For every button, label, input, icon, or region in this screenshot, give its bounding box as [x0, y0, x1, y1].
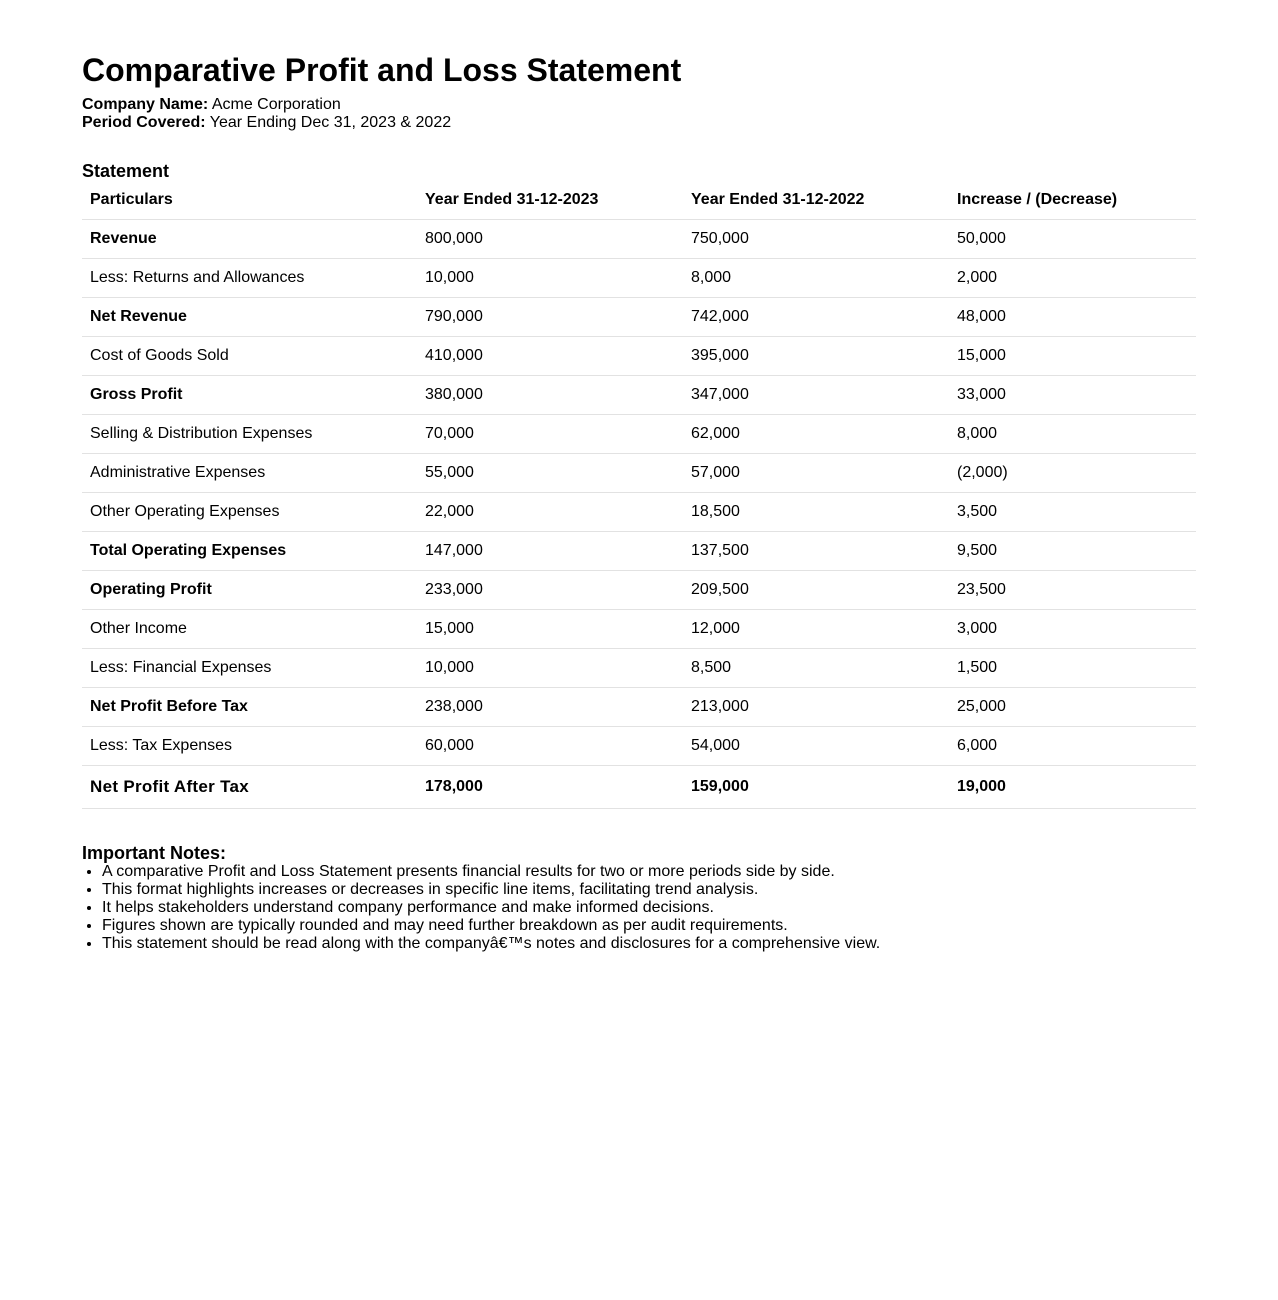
- table-row: [82, 220, 1196, 259]
- row-value-2023: 147,000: [417, 532, 683, 571]
- row-change: 15,000: [949, 337, 1196, 376]
- note-item: • A comparative Profit and Loss Statement presents financial results for two or more periods side by side.: [102, 863, 1196, 881]
- row-label: Selling & Distribution Expenses: [82, 415, 417, 454]
- row-value-2023: 22,000: [417, 493, 683, 532]
- statement-heading: Statement: [82, 161, 170, 181]
- company-line: [82, 96, 451, 114]
- column-header-2022: Year Ended 31-12-2022: [683, 181, 949, 220]
- row-label: Less: Returns and Allowances: [82, 259, 417, 298]
- column-header-2023: Year Ended 31-12-2023: [417, 181, 683, 220]
- row-label: Other Operating Expenses: [82, 493, 417, 532]
- row-label: Net Profit Before Tax: [82, 688, 417, 727]
- statement-meta: [82, 96, 451, 132]
- table-row: [82, 688, 1196, 727]
- row-value-2023: 233,000: [417, 571, 683, 610]
- row-value-2022: 750,000: [683, 220, 949, 259]
- note-item: • Figures shown are typically rounded and may need further breakdown as per audit requirements.: [102, 917, 1196, 935]
- row-change: 23,500: [949, 571, 1196, 610]
- table-row: [82, 610, 1196, 649]
- row-value-2022: 395,000: [683, 337, 949, 376]
- row-label: Net Profit After Tax: [82, 766, 417, 809]
- row-label: Gross Profit: [82, 376, 417, 415]
- row-change: 9,500: [949, 532, 1196, 571]
- row-value-2022: 742,000: [683, 298, 949, 337]
- row-label: Cost of Goods Sold: [82, 337, 417, 376]
- row-value-2023: 178,000: [417, 766, 683, 809]
- period-label: Period Covered:: [82, 114, 206, 131]
- row-change: 25,000: [949, 688, 1196, 727]
- row-value-2022: 57,000: [683, 454, 949, 493]
- row-value-2022: 62,000: [683, 415, 949, 454]
- notes-heading: Important Notes:: [82, 843, 226, 863]
- row-value-2023: 60,000: [417, 727, 683, 766]
- row-value-2022: 209,500: [683, 571, 949, 610]
- column-header-change: Increase / (Decrease): [949, 181, 1196, 220]
- row-value-2023: 10,000: [417, 649, 683, 688]
- table-row: [82, 532, 1196, 571]
- row-value-2022: 213,000: [683, 688, 949, 727]
- row-value-2023: 70,000: [417, 415, 683, 454]
- note-item: • It helps stakeholders understand company performance and make informed decisions.: [102, 899, 1196, 917]
- row-value-2022: 137,500: [683, 532, 949, 571]
- table-row: [82, 571, 1196, 610]
- row-change: 48,000: [949, 298, 1196, 337]
- table-row: [82, 766, 1196, 809]
- table-row: [82, 298, 1196, 337]
- table-header-row: [82, 181, 1196, 220]
- table-row: [82, 415, 1196, 454]
- note-item: • This statement should be read along with the companyâ€™s notes and disclosures for a comprehensive view.: [102, 935, 1196, 953]
- row-label: Net Revenue: [82, 298, 417, 337]
- page-title: Comparative Profit and Loss Statement: [82, 52, 682, 88]
- row-change: (2,000): [949, 454, 1196, 493]
- row-value-2023: 15,000: [417, 610, 683, 649]
- row-value-2023: 10,000: [417, 259, 683, 298]
- row-value-2022: 18,500: [683, 493, 949, 532]
- row-change: 50,000: [949, 220, 1196, 259]
- column-header-particulars: Particulars: [82, 181, 417, 220]
- statement-table: [82, 181, 1196, 809]
- table-row: [82, 376, 1196, 415]
- row-change: 19,000: [949, 766, 1196, 809]
- row-value-2022: 12,000: [683, 610, 949, 649]
- row-change: 6,000: [949, 727, 1196, 766]
- company-name: Acme Corporation: [211, 96, 341, 113]
- row-change: 33,000: [949, 376, 1196, 415]
- row-change: 2,000: [949, 259, 1196, 298]
- period-line: [82, 114, 451, 132]
- row-label: Revenue: [82, 220, 417, 259]
- row-change: 3,500: [949, 493, 1196, 532]
- row-value-2022: 54,000: [683, 727, 949, 766]
- table-row: [82, 337, 1196, 376]
- row-label: Administrative Expenses: [82, 454, 417, 493]
- row-value-2022: 347,000: [683, 376, 949, 415]
- row-value-2022: 8,000: [683, 259, 949, 298]
- row-label: Less: Tax Expenses: [82, 727, 417, 766]
- row-label: Other Income: [82, 610, 417, 649]
- row-value-2023: 410,000: [417, 337, 683, 376]
- row-value-2022: 8,500: [683, 649, 949, 688]
- row-label: Total Operating Expenses: [82, 532, 417, 571]
- table-row: [82, 727, 1196, 766]
- company-label: Company Name:: [82, 96, 209, 113]
- row-label: Less: Financial Expenses: [82, 649, 417, 688]
- notes-list: [82, 863, 1196, 953]
- row-value-2022: 159,000: [683, 766, 949, 809]
- row-change: 3,000: [949, 610, 1196, 649]
- row-value-2023: 55,000: [417, 454, 683, 493]
- note-item: • This format highlights increases or decreases in specific line items, facilitating trend analysis.: [102, 881, 1196, 899]
- row-value-2023: 238,000: [417, 688, 683, 727]
- row-value-2023: 800,000: [417, 220, 683, 259]
- row-value-2023: 790,000: [417, 298, 683, 337]
- period-covered: Year Ending Dec 31, 2023 & 2022: [209, 114, 452, 131]
- row-value-2023: 380,000: [417, 376, 683, 415]
- table-row: [82, 454, 1196, 493]
- row-change: 1,500: [949, 649, 1196, 688]
- table-row: [82, 493, 1196, 532]
- row-label: Operating Profit: [82, 571, 417, 610]
- row-change: 8,000: [949, 415, 1196, 454]
- table-row: [82, 649, 1196, 688]
- table-row: [82, 259, 1196, 298]
